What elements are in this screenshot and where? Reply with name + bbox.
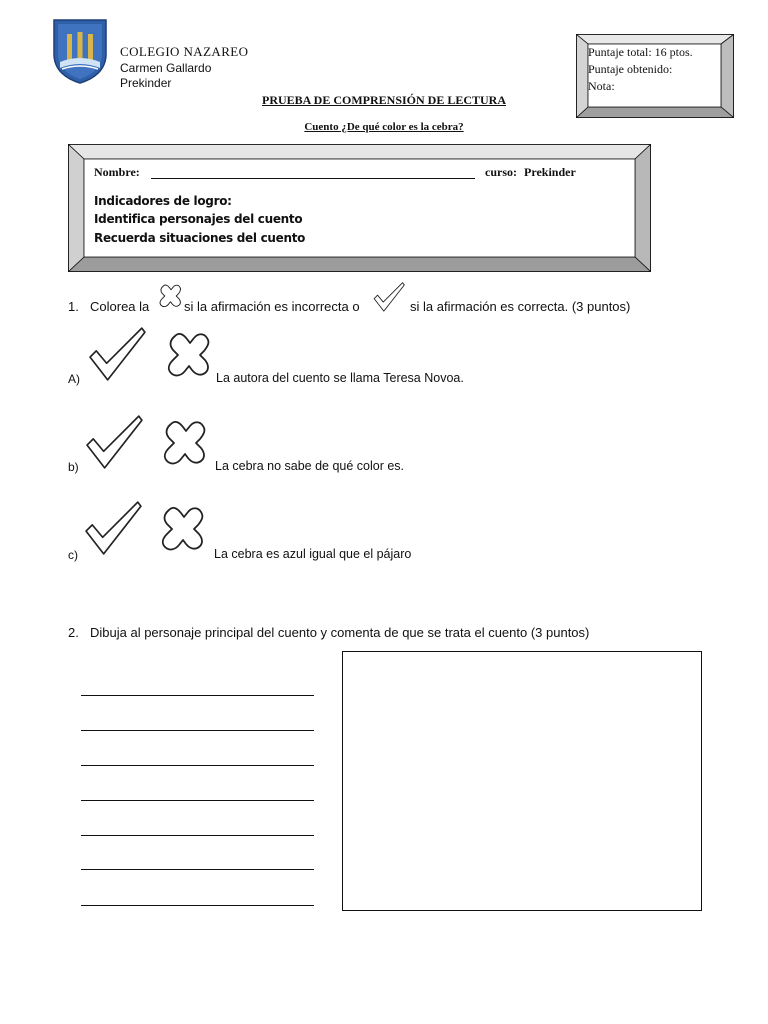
- name-field[interactable]: [151, 178, 475, 179]
- question-1-text-a: Colorea la: [90, 299, 150, 314]
- answer-line[interactable]: [81, 835, 314, 836]
- answer-line[interactable]: [81, 730, 314, 731]
- indicator-1: Identifica personajes del cuento: [94, 212, 303, 226]
- school-crest-icon: [50, 16, 110, 84]
- item-b-label: b): [68, 460, 79, 474]
- question-2-number: 2.: [68, 625, 79, 640]
- score-grade: Nota:: [588, 79, 615, 93]
- name-label: Nombre:: [94, 165, 140, 179]
- answer-line[interactable]: [81, 905, 314, 906]
- item-c-statement: La cebra es azul igual que el pájaro: [214, 547, 412, 561]
- answer-line[interactable]: [81, 765, 314, 766]
- course-value: Prekinder: [524, 165, 576, 179]
- cross-icon: [157, 283, 183, 309]
- check-icon: [373, 281, 406, 314]
- cross-icon[interactable]: [158, 418, 210, 468]
- teacher-name: Carmen Gallardo: [120, 61, 212, 75]
- school-name: COLEGIO NAZAREO: [120, 44, 249, 59]
- question-2-text: Dibuja al personaje principal del cuento y comenta de que se trata el cuento (3 puntos): [90, 625, 590, 640]
- check-icon[interactable]: [84, 500, 144, 558]
- indicator-2: Recuerda situaciones del cuento: [94, 231, 306, 245]
- item-a-label: A): [68, 372, 80, 386]
- question-1-number: 1.: [68, 299, 79, 314]
- check-icon[interactable]: [85, 414, 145, 472]
- story-title: Cuento ¿De qué color es la cebra?: [304, 121, 464, 133]
- item-c-label: c): [68, 548, 78, 562]
- course-field: [485, 165, 576, 180]
- class-level: Prekinder: [120, 76, 172, 90]
- score-total: Puntaje total: 16 ptos.: [588, 45, 693, 59]
- answer-line[interactable]: [81, 869, 314, 870]
- indicators-title: Indicadores de logro:: [94, 194, 232, 208]
- question-1-text-c: si la afirmación es correcta. (3 puntos): [410, 299, 631, 314]
- drawing-box[interactable]: [342, 651, 702, 911]
- item-a-statement: La autora del cuento se llama Teresa Novoa.: [216, 371, 464, 385]
- item-b-statement: La cebra no sabe de qué color es.: [215, 459, 405, 473]
- cross-icon[interactable]: [156, 504, 208, 554]
- check-icon[interactable]: [88, 326, 148, 384]
- page-title: PRUEBA DE COMPRENSIÓN DE LECTURA: [261, 93, 507, 107]
- answer-line[interactable]: [81, 695, 314, 696]
- score-obtained: Puntaje obtenido:: [588, 62, 673, 76]
- answer-line[interactable]: [81, 800, 314, 801]
- question-1-text-b: si la afirmación es incorrecta o: [184, 299, 360, 314]
- cross-icon[interactable]: [162, 330, 214, 380]
- course-label: curso:: [485, 165, 517, 179]
- student-info-frame: [68, 144, 651, 272]
